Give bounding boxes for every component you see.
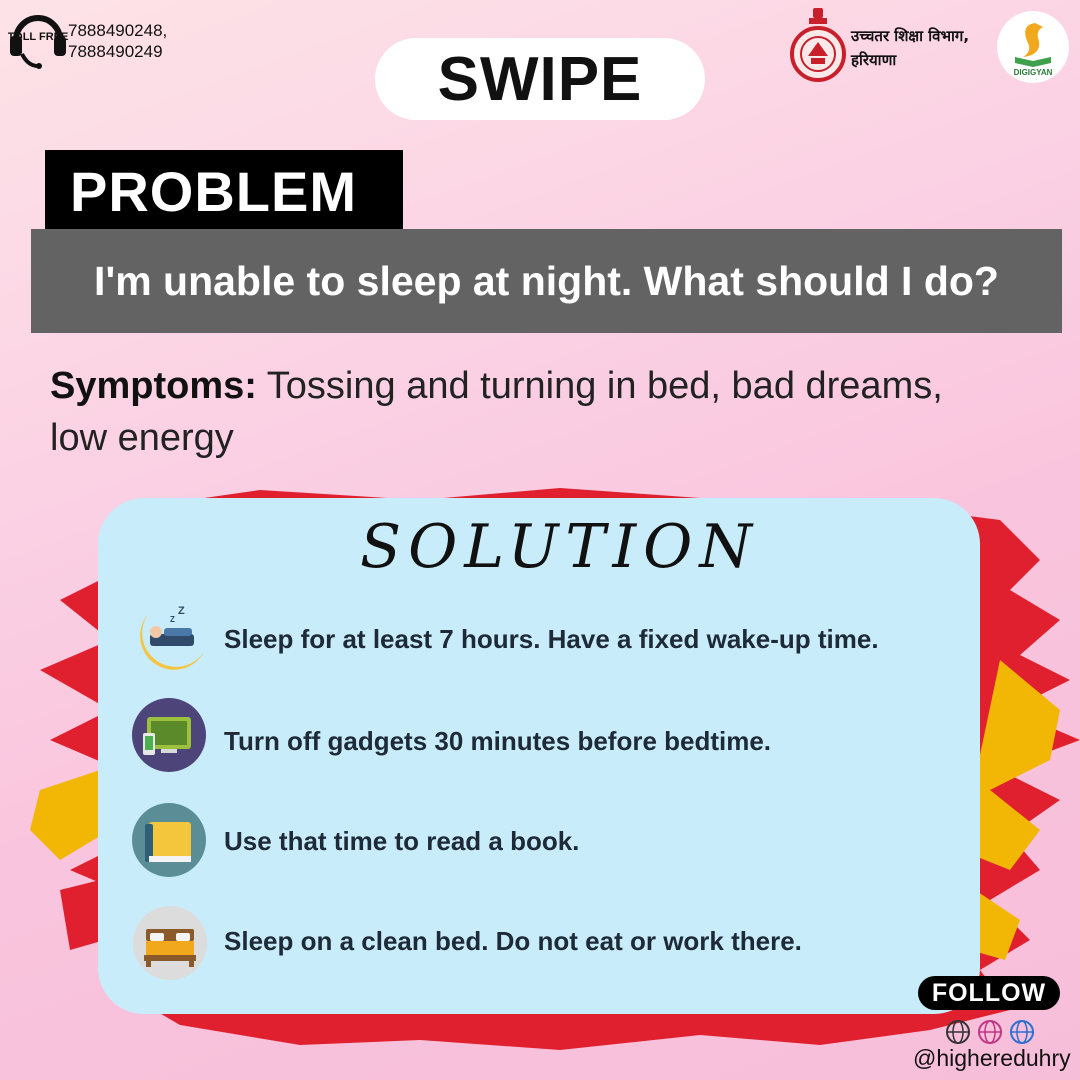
department-name	[851, 24, 969, 72]
svg-text:Z: Z	[178, 605, 185, 617]
globe-icon[interactable]	[947, 1021, 969, 1043]
toll-free-numbers	[68, 20, 167, 62]
social-handle[interactable]: @highereduhry	[913, 1045, 1071, 1071]
gadgets-icon	[131, 697, 207, 773]
toll-free-headset-icon	[8, 10, 68, 70]
follow-button[interactable]: FOLLOW	[918, 976, 1060, 1010]
haryana-emblem-icon	[789, 6, 847, 86]
problem-tag: PROBLEM	[45, 150, 403, 232]
problem-question: I'm unable to sleep at night. What should I do?	[31, 229, 1062, 333]
solution-title: SOLUTION	[360, 512, 759, 582]
symptoms-text: Tossing and turning in bed, bad dreams, low energy	[50, 365, 943, 459]
web-globe-icon[interactable]	[1011, 1021, 1033, 1043]
instagram-globe-icon[interactable]	[979, 1021, 1001, 1043]
bed-icon	[132, 905, 208, 981]
social-icons	[945, 1018, 1035, 1046]
tip-2-text: Turn off gadgets 30 minutes before bedtime.	[224, 726, 772, 756]
digigyan-logo-text: DIGIGYAN	[1013, 68, 1053, 77]
department-line-2: हरियाणा	[851, 51, 897, 69]
phone-number-2[interactable]: 7888490249	[68, 42, 163, 61]
symptoms	[50, 360, 1010, 464]
svg-text:Z: Z	[170, 615, 175, 624]
digigyan-logo	[997, 11, 1069, 83]
phone-number-1[interactable]: 7888490248,	[68, 21, 168, 40]
department-line-1: उच्चतर शिक्षा विभाग,	[851, 27, 970, 45]
tip-1-text: Sleep for at least 7 hours. Have a fixed wake-up time.	[224, 624, 879, 654]
symptoms-label: Symptoms:	[50, 365, 257, 407]
moon-sleep-icon	[130, 600, 206, 676]
toll-free-badge: TOLL FREE	[8, 31, 68, 43]
swipe-button[interactable]: SWIPE	[375, 38, 705, 120]
tip-3-text: Use that time to read a book.	[224, 826, 580, 856]
tip-4-text: Sleep on a clean bed. Do not eat or work there.	[224, 926, 802, 956]
book-icon	[131, 802, 207, 878]
